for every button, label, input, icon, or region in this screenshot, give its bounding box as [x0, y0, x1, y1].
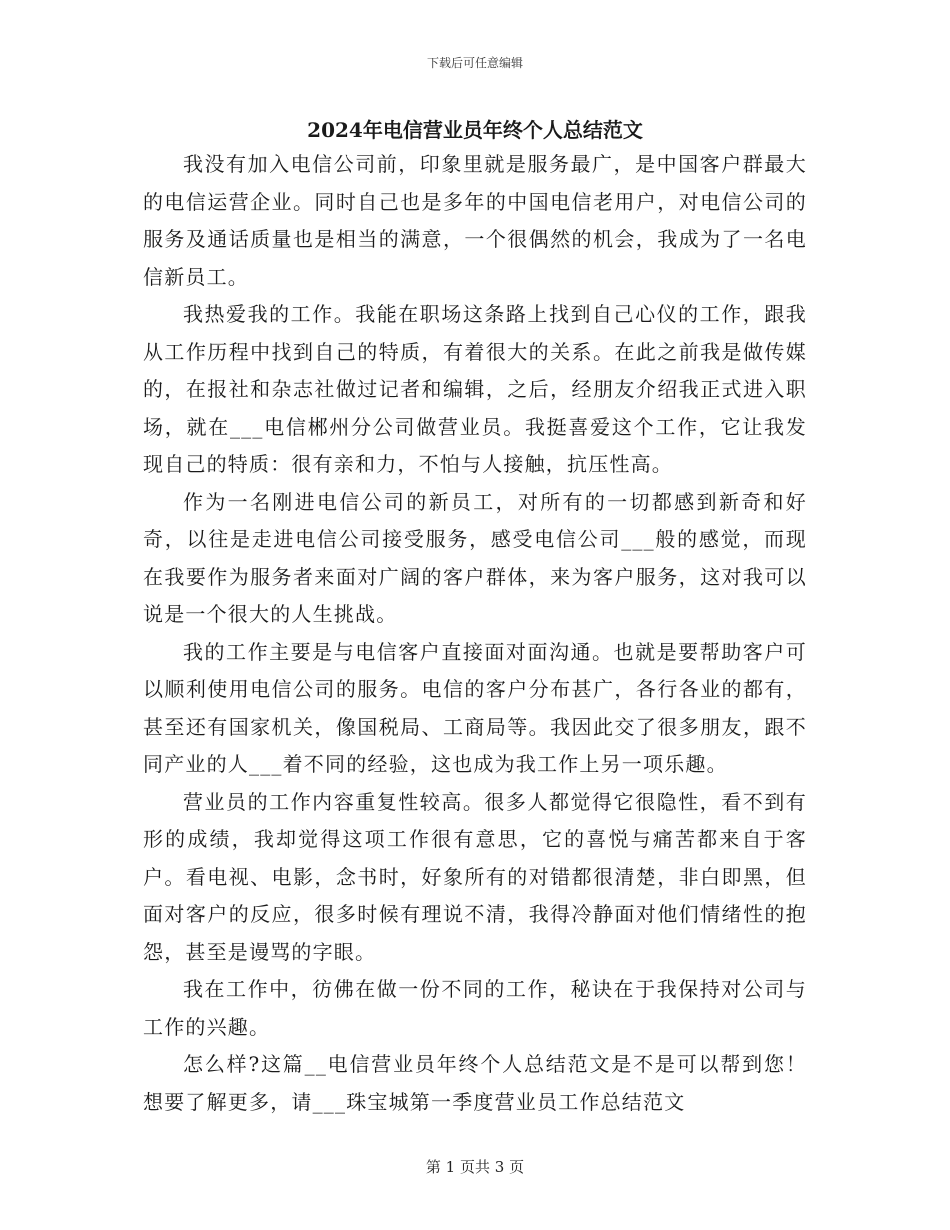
paragraph: 作为一名刚进电信公司的新员工，对所有的一切都感到新奇和好奇，以往是走进电信公司接受服务，感受电信公司___般的感觉，而现在我要作为服务者来面对广阔的客户群体，来为客户服务，这对我可以说是一个很大的人生挑战。	[143, 489, 807, 626]
paragraph: 营业员的工作内容重复性较高。很多人都觉得它很隐性，看不到有形的成绩，我却觉得这项工作很有意思，它的喜悦与痛苦都来自于客户。看电视、电影，念书时，好象所有的对错都很清楚，非白即黑，但面对客户的反应，很多时候有理说不清，我得冷静面对他们情绪性的抱怨，甚至是谩骂的字眼。	[143, 789, 807, 964]
paragraph: 怎么样?这篇__电信营业员年终个人总结范文是不是可以帮到您！想要了解更多，请___珠宝城第一季度营业员工作总结范文	[143, 1052, 807, 1114]
paragraph: 我在工作中，彷佛在做一份不同的工作，秘诀在于我保持对公司与工作的兴趣。	[143, 977, 807, 1039]
header-note: 下载后可任意编辑	[426, 56, 523, 70]
paragraph: 我热爱我的工作。我能在职场这条路上找到自己心仪的工作，跟我从工作历程中找到自己的特质，有着很大的关系。在此之前我是做传媒的，在报社和杂志社做过记者和编辑，之后，经朋友介绍我正式进入职场，就在___电信郴州分公司做营业员。我挺喜爱这个工作，它让我发现自己的特质：很有亲和力，不怕与人接触，抗压性高。	[143, 302, 807, 476]
page-footer: 第 1 页共 3 页	[425, 1158, 525, 1176]
paragraph: 我的工作主要是与电信客户直接面对面沟通。也就是要帮助客户可以顺利使用电信公司的服务。电信的客户分布甚广，各行各业的都有，甚至还有国家机关，像国税局、工商局等。我因此交了很多朋友，跟不同产业的人___着不同的经验，这也成为我工作上另一项乐趣。	[143, 639, 807, 776]
document-title: 2024年电信营业员年终个人总结范文	[307, 118, 643, 142]
paragraph: 我没有加入电信公司前，印象里就是服务最广，是中国客户群最大的电信运营企业。同时自己也是多年的中国电信老用户，对电信公司的服务及通话质量也是相当的满意，一个很偶然的机会，我成为了一名电信新员工。	[143, 152, 807, 289]
document-body	[143, 146, 807, 1121]
